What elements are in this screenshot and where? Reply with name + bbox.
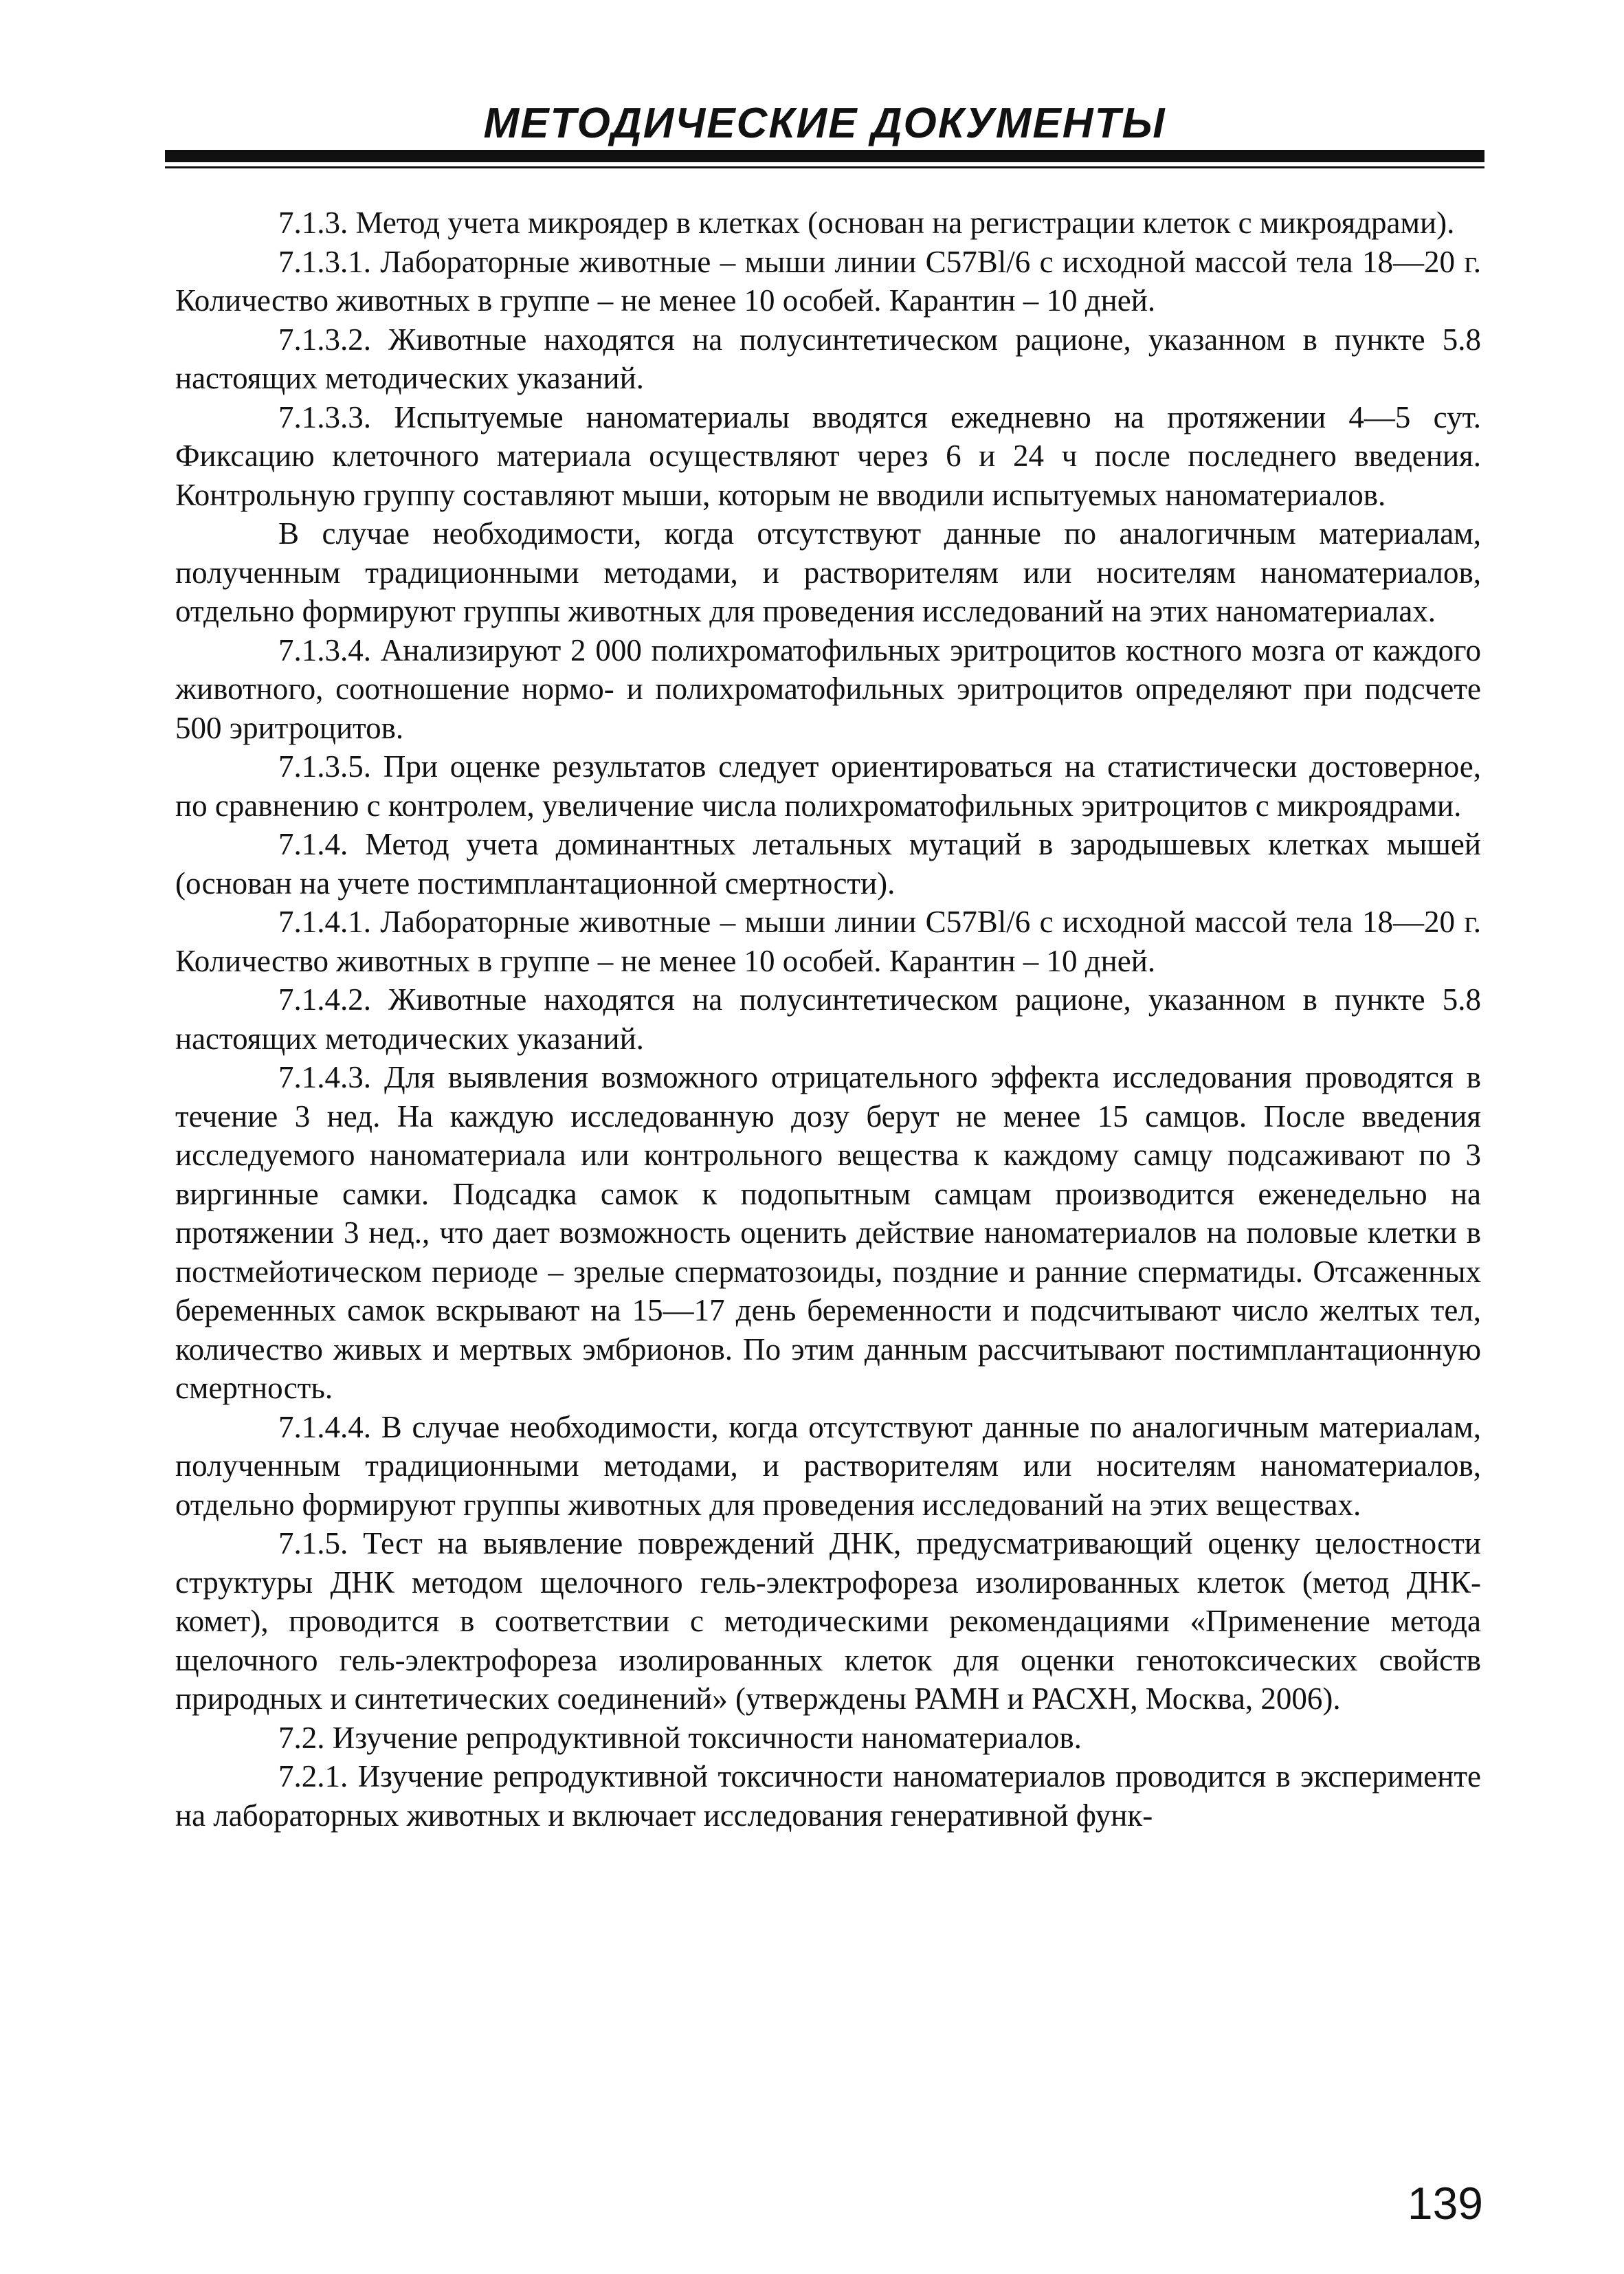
paragraph-7-1-3-2: 7.1.3.2. Животные находятся на полусинтетическом рационе, указанном в пункте 5.8 настоящих методических указаний. <box>175 322 1481 395</box>
paragraph-7-2-1: 7.2.1. Изучение репродуктивной токсичности наноматериалов проводится в эксперименте на лабораторных животных и включает исследования генеративной функ- <box>175 1759 1481 1833</box>
paragraph-7-1-3: 7.1.3. Метод учета микроядер в клетках (основан на регистрации клеток с микроядрами). <box>278 206 1455 240</box>
paragraph-7-1-3-5: 7.1.3.5. При оценке результатов следует ориентироваться на статистически достоверное, по сравнению с контролем, увеличение числа полихроматофильных эритроцитов с микроядрами. <box>175 749 1481 823</box>
paragraph-7-1-3-4: 7.1.3.4. Анализируют 2 000 полихроматофильных эритроцитов костного мозга от каждого животного, соотношение нормо- и полихроматофильных эритроцитов определяют при подсчете 500 эритроцитов. <box>175 632 1481 745</box>
paragraph-control-groups-note: В случае необходимости, когда отсутствуют данные по аналогичным материалам, полученным традиционными методами, и растворителям или носителям наноматериалов, отдельно формируют группы животных для проведения исследований на этих наноматериалах. <box>175 516 1481 628</box>
paragraph-7-2: 7.2. Изучение репродуктивной токсичности наноматериалов. <box>278 1720 1082 1755</box>
paragraph-7-1-4-2: 7.1.4.2. Животные находятся на полусинтетическом рационе, указанном в пункте 5.8 настоящих методических указаний. <box>175 982 1481 1056</box>
body-text <box>175 203 1481 1835</box>
paragraph-7-1-3-1: 7.1.3.1. Лабораторные животные – мыши линии C57Bl/6 с исходной массой тела 18—20 г. Количество животных в группе – не менее 10 особей. Карантин – 10 дней. <box>175 244 1481 318</box>
header-rule-thin <box>165 166 1484 168</box>
header-rule-thick <box>165 150 1484 162</box>
paragraph-7-1-4-1: 7.1.4.1. Лабораторные животные – мыши линии C57Bl/6 с исходной массой тела 18—20 г. Количество животных в группе – не менее 10 особей. Карантин – 10 дней. <box>175 905 1481 978</box>
paragraph-7-1-4: 7.1.4. Метод учета доминантных летальных мутаций в зародышевых клетках мышей (основан на учете постимплантационной смертности). <box>175 827 1481 901</box>
paragraph-7-1-3-3: 7.1.3.3. Испытуемые наноматериалы вводятся ежедневно на протяжении 4—5 сут. Фиксацию клеточного материала осуществляют через 6 и 24 ч после последнего введения. Контрольную группу составляют мыши, которым не вводили испытуемых наноматериалов. <box>175 399 1481 512</box>
page-number: 139 <box>1407 2178 1483 2229</box>
paragraph-7-1-4-4: 7.1.4.4. В случае необходимости, когда отсутствуют данные по аналогичным материалам, полученным традиционными методами, и растворителям или носителям наноматериалов, отдельно формируют группы животных для проведения исследований на этих веществах. <box>175 1409 1481 1522</box>
running-header-title: МЕТОДИЧЕСКИЕ ДОКУМЕНТЫ <box>483 100 1166 147</box>
paragraph-7-1-4-3: 7.1.4.3. Для выявления возможного отрицательного эффекта исследования проводятся в течение 3 нед. На каждую исследованную дозу берут не менее 15 самцов. После введения исследуемого наноматериала или контрольного вещества к каждому самцу подсаживают по 3 виргинные самки. Подсадка самок к подопытным самцам производится еженедельно на протяжении 3 нед., что дает возможность оценить действие наноматериалов на половые клетки в постмейотическом периоде – зрелые сперматозоиды, поздние и ранние сперматиды. Отсаженных беременных самок вскрывают на 15—17 день беременности и подсчитывают число желтых тел, количество живых и мертвых эмбрионов. По этим данным рассчитывают постимплантационную смертность. <box>175 1060 1481 1405</box>
paragraph-7-1-5: 7.1.5. Тест на выявление повреждений ДНК, предусматривающий оценку целостности структуры ДНК методом щелочного гель-электрофореза изолированных клеток (метод ДНК-комет), проводится в соответствии с методическими рекомендациями «Применение метода щелочного гель-электрофореза изолированных клеток для оценки генотоксических свойств природных и синтетических соединений» (утверждены РАМН и РАСХН, Москва, 2006). <box>175 1526 1481 1716</box>
